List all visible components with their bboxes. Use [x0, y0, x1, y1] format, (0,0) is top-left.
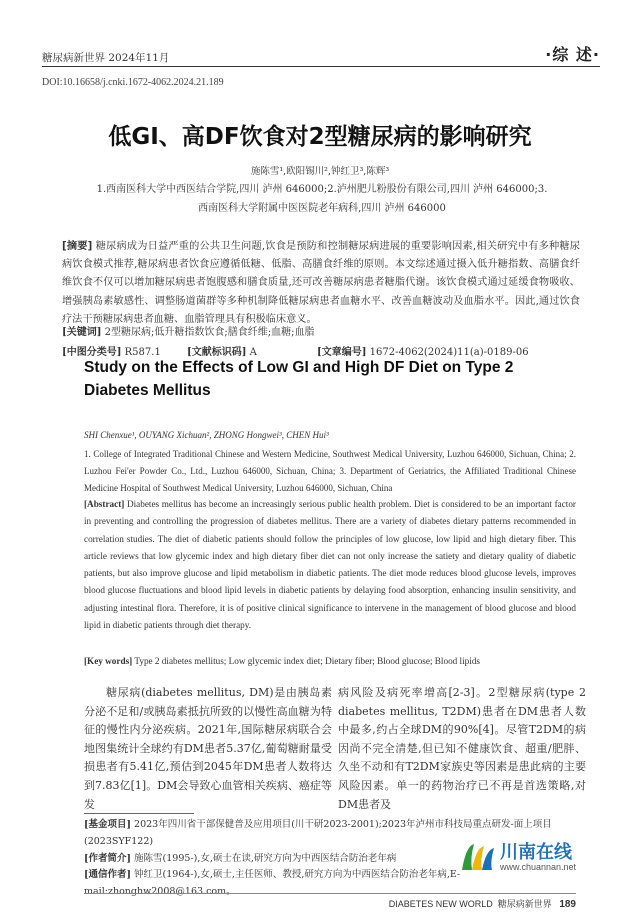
abstract-cn-label: [摘要]: [62, 241, 93, 252]
watermark-text: 川南在线: [500, 842, 572, 863]
footer-journal-en: DIABETES NEW WORLD: [388, 899, 493, 909]
author-text: 施陈雪(1995-),女,硕士在读,研究方向为中西医结合防治老年病: [134, 852, 397, 864]
watermark-logo-icon: [458, 840, 498, 874]
affiliations-cn: [62, 180, 582, 218]
clc-label: [中图分类号]: [62, 347, 122, 358]
fund-text: 2023年四川省干部保健普及应用项目(川干研2023-2001);2023年泸州市科技局重点研发-面上项目(2023SYF122): [84, 819, 552, 847]
journal-issue: 糖尿病新世界 2024年11月: [42, 52, 170, 64]
keywords-cn: [62, 323, 580, 338]
watermark: [458, 838, 608, 886]
header-rule: [42, 66, 600, 67]
abstract-en: [84, 496, 576, 634]
doi[interactable]: DOI:10.16658/j.cnki.1672-4062.2024.21.189: [42, 77, 224, 88]
author-label: [作者简介]: [84, 852, 131, 864]
clc-value: R587.1: [124, 347, 161, 358]
abstract-cn: [62, 238, 580, 329]
keywords-en-text: Type 2 diabetes mellitus; Low glycemic index diet; Dietary fiber; Blood glucose; Blood lipids: [134, 656, 480, 666]
article-title-en: Study on the Effects of Low GI and High DF Diet on Type 2 Diabetes Mellitus: [84, 359, 514, 399]
body-column-left: 糖尿病(diabetes mellitus, DM)是由胰岛素分泌不足和/或胰岛素抵抗所致的以慢性高血糖为特征的慢性内分泌疾病。2021年,国际糖尿病联合会地图集统计全球约有DM患者5.37亿,葡萄糖耐量受损患者有5.41亿,预估到2045年DM患者人数将达到7.83亿[1]。DM会导致心血管相关疾病、癌症等发: [84, 686, 332, 811]
article-no-value: 1672-4062(2024)11(a)-0189-06: [369, 347, 529, 358]
corr-label: [通信作者]: [84, 869, 131, 881]
article-title-cn: 低GI、高DF饮食对2型糖尿病的影响研究: [108, 124, 532, 150]
corr-text: 钟红卫(1964-),女,硕士,主任医师、教授,研究方向为中西医结合防治老年病,E-mail:zhonghw2008@163.com。: [84, 869, 461, 898]
keywords-cn-text: 2型糖尿病;低升糖指数饮食;膳食纤维;血糖;血脂: [104, 327, 315, 338]
authors-en: SHI Chenxue¹, OUYANG Xichuan², ZHONG Hongwei³, CHEN Hui³: [84, 430, 329, 440]
footer-rule: [84, 893, 576, 894]
page-footer: [389, 897, 576, 910]
footnote-rule: [84, 813, 194, 814]
doc-code-label: [文献标识码]: [187, 347, 247, 358]
authors-cn: 施陈雪¹,欧阳锡川²,钟红卫³,陈辉³: [250, 166, 390, 177]
affiliations-en: 1. College of Integrated Traditional Chinese and Western Medicine, Southwest Medical University, Luzhou 646000, Sichuan, China; 2. Luzhou Fei'er Powder Co., Ltd., Luzhou 646000, Sichuan, China; 3. Department of Geriatrics, the Affiliated Traditional Chinese Medicine Hospital of Southwest Medical University, Luzhou 646000, Sichuan, China: [84, 449, 576, 493]
keywords-en-label: [Key words]: [84, 656, 133, 666]
footer-journal-cn: 糖尿病新世界: [497, 899, 552, 909]
affiliation-line: 1.西南医科大学中西医结合学院,四川 泸州 646000;2.泸州肥儿粉股份有限公司,四川 泸州 646000;3.: [96, 184, 548, 195]
abstract-en-label: [Abstract]: [84, 499, 125, 509]
affiliation-line: 西南医科大学附属中医医院老年病科,四川 泸州 646000: [198, 203, 446, 214]
section-label: ·综 述·: [545, 45, 600, 64]
keywords-cn-label: [关键词]: [62, 327, 102, 338]
article-no-label: [文章编号]: [317, 347, 367, 358]
watermark-url[interactable]: www.chuannan.net: [500, 862, 577, 872]
fund-label: [基金项目]: [84, 819, 131, 830]
doc-code-value: A: [249, 347, 257, 358]
abstract-cn-text: 糖尿病成为日益严重的公共卫生问题,饮食是预防和控制糖尿病进展的重要影响因素,相关研究中有多种糖尿病饮食模式推荐,糖尿病患者饮食应遵循低糖、低脂、高膳食纤维的原则。本文综述通过摄入低升糖指数、高膳食纤维饮食不仅可以增加糖尿病患者饱腹感和膳食质量,还可改善糖尿病患者糖脂代谢。该饮食模式通过延缓食物吸收、增强胰岛素敏感性、调整肠道菌群等多种机制降低糖尿病患者血糖水平、改善血糖波动及血脂水平。因此,通过饮食疗法干预糖尿病患者血糖、血脂管理具有积极临床意义。: [62, 241, 580, 325]
abstract-en-text: Diabetes mellitus has become an increasingly serious public health problem. Diet is considered to be an important factor in preventing and controlling the progression of diabetes mellitus. There are a variety of diabetes dietary patterns recommended in correlation studies. The diet of diabetic patients should follow the principles of low glucose, low lipid and high dietary fiber. This article reviews that low glycemic index and high dietary fiber diet can not only increase the satiety and dietary quality of diabetic patients, but also improve glucose and lipid metabolism in diabetic patients. The diet mode reduces blood glucose levels, improves blood glucose fluctuations and blood lipid levels in diabetic patients by delaying food absorption, enhancing insulin sensitivity, and adjusting intestinal flora. Therefore, it is of positive clinical significance to intervene in the management of blood glucose and blood lipid in diabetic patients through diet therapy.: [84, 499, 576, 631]
body-column-right: 病风险及病死率增高[2-3]。2型糖尿病(type 2 diabetes mellitus, T2DM)患者在DM患者人数中最多,约占全球DM的90%[4]。尽管T2DM的病因尚不完全清楚,但已知不健康饮食、超重/肥胖、久坐不动和有T2DM家族史等因素是患此病的主要风险因素。单一的药物治疗已不再是首选策略,对DM患者及: [338, 686, 586, 811]
keywords-en: [84, 656, 576, 666]
page-number: 189: [559, 899, 576, 910]
